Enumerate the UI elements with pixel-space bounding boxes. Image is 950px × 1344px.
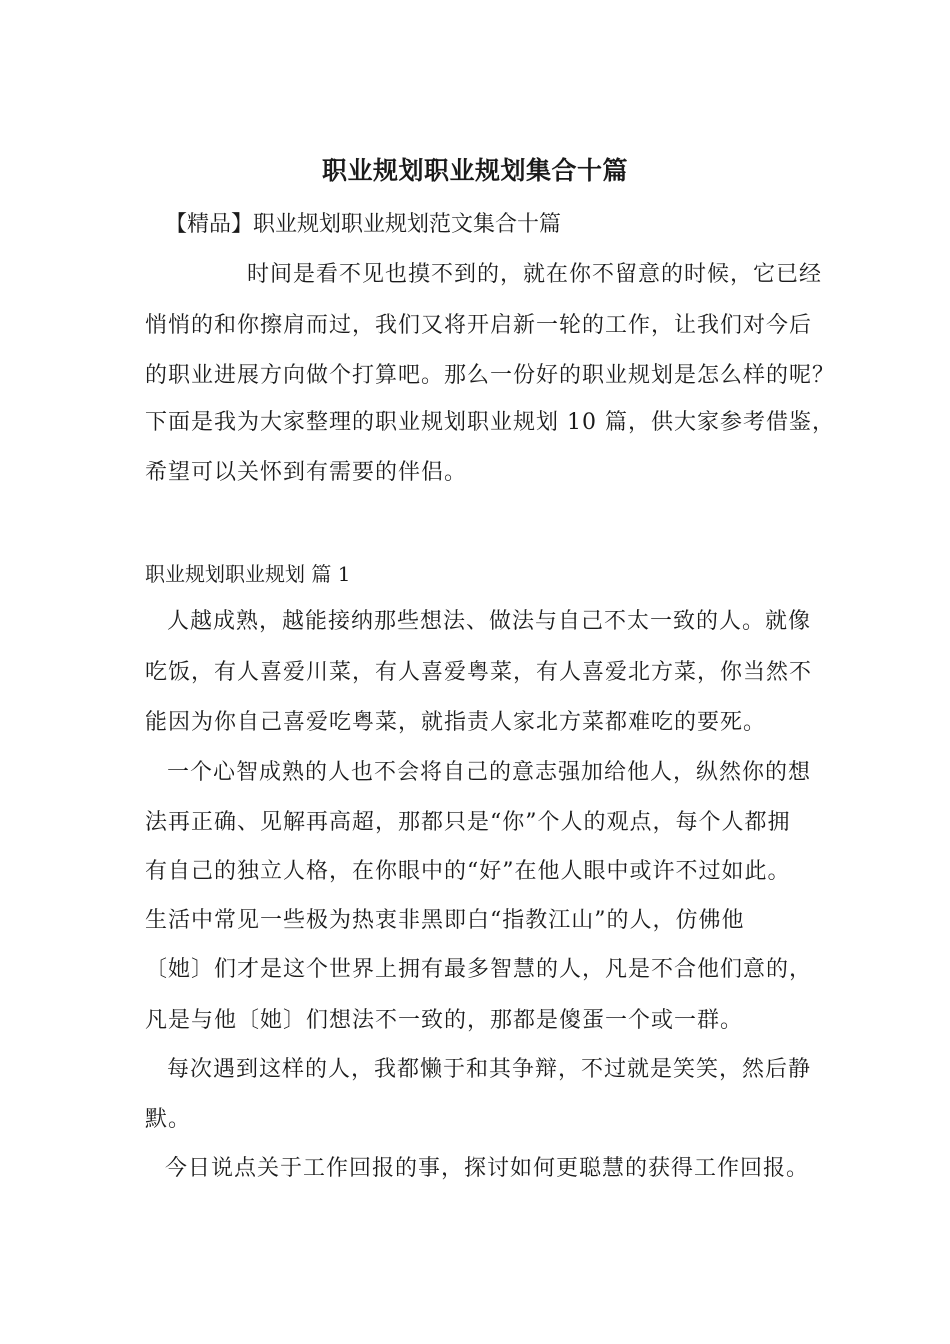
body-line-2: 吃饭，有人喜爱川菜，有人喜爱粤菜，有人喜爱北方菜，你当然不 <box>145 660 813 685</box>
body-line-10: 每次遇到这样的人，我都懒于和其争辩，不过就是笑笑，然后静 <box>167 1057 812 1082</box>
body-line-1: 人越成熟，越能接纳那些想法、做法与自己不太一致的人。就像 <box>167 609 812 634</box>
document-subtitle: 【精品】职业规划职业规划范文集合十篇 <box>165 212 562 237</box>
body-line-5: 法再正确、见解再高超，那都只是“你”个人的观点，每个人都拥 <box>145 810 791 835</box>
body-line-8: 〔她〕们才是这个世界上拥有最多智慧的人，凡是不合他们意的， <box>145 957 813 982</box>
document-title: 职业规划职业规划集合十篇 <box>321 156 628 185</box>
body-line-3: 能因为你自己喜爱吃粤菜，就指责人家北方菜都难吃的要死。 <box>145 710 767 735</box>
body-line-9: 凡是与他〔她〕们想法不一致的，那都是傻蛋一个或一群。 <box>145 1008 744 1033</box>
intro-line-4: 下面是我为大家整理的职业规划职业规划 10 篇，供大家参考借鉴， <box>145 410 835 435</box>
intro-line-2: 悄悄的和你擦肩而过，我们又将开启新一轮的工作，让我们对今后 <box>145 313 813 338</box>
intro-line-5: 希望可以关怀到有需要的伴侣。 <box>145 460 468 485</box>
intro-line-1: 时间是看不见也摸不到的，就在你不留意的时候，它已经 <box>247 262 823 287</box>
body-line-12: 今日说点关于工作回报的事，探讨如何更聪慧的获得工作回报。 <box>165 1156 810 1181</box>
body-line-4: 一个心智成熟的人也不会将自己的意志强加给他人，纵然你的想 <box>167 760 812 785</box>
section-heading: 职业规划职业规划 篇 1 <box>145 562 351 586</box>
intro-line-3: 的职业进展方向做个打算吧。那么一份好的职业规划是怎么样的呢？ <box>145 363 836 388</box>
body-line-11: 默。 <box>145 1107 192 1132</box>
body-line-6: 有自己的独立人格，在你眼中的“好”在他人眼中或许不过如此。 <box>145 859 791 884</box>
body-line-7: 生活中常见一些极为热衷非黑即白“指教江山”的人，仿佛他 <box>145 908 745 933</box>
